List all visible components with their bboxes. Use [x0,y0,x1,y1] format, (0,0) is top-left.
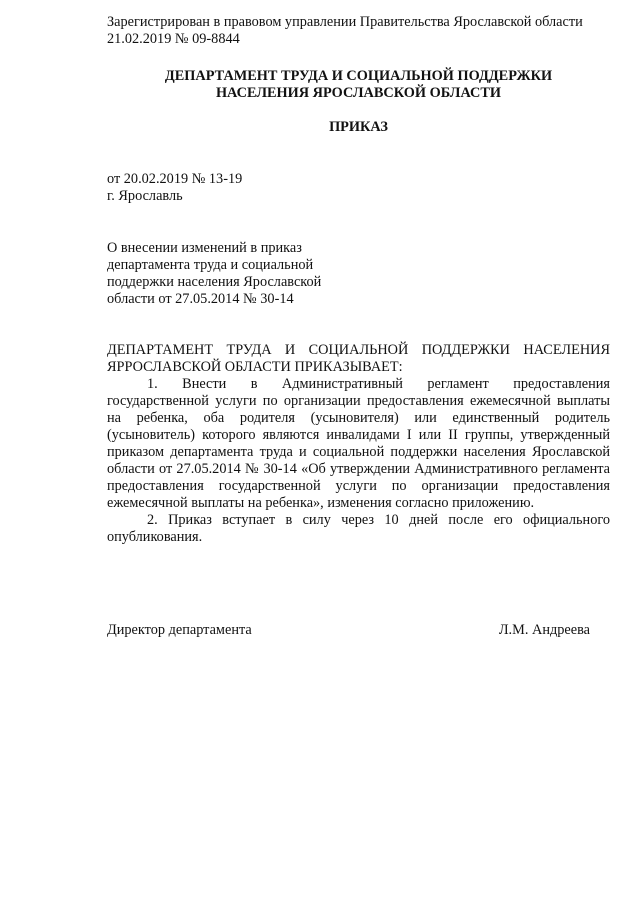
registration-line-2: 21.02.2019 № 09-8844 [107,31,240,47]
subject-line-4: области от 27.05.2014 № 30-14 [107,291,294,307]
order-body [107,342,610,546]
registration-line-1: Зарегистрирован в правовом управлении Правительства Ярославской области [107,14,583,30]
department-title-line-1: ДЕПАРТАМЕНТ ТРУДА И СОЦИАЛЬНОЙ ПОДДЕРЖКИ [164,68,553,84]
order-item-1: 1. Внести в Административный регламент предоставления государственной услуги по организации предоставления ежемесячной выплаты на ребенка, оба родителя (усыновителя) или единственный родитель (усыновитель) которого являются инвалидами I или II группы, утвержденный приказом департамента труда и социальной поддержки населения Ярославской области от 27.05.2014 № 30-14 «Об утверждении Административного регламента предоставления государственной услуги по организации предоставления ежемесячной выплаты на ребенка», изменения согласно приложению. [107,376,610,511]
signatory-position: Директор департамента [107,622,252,638]
order-details [107,171,407,205]
signatory-name: Л.М. Андреева [498,622,590,638]
order-city: г. Ярославль [107,188,183,204]
subject-line-2: департамента труда и социальной [107,257,314,273]
signature-block [107,622,610,639]
department-title-line-2: НАСЕЛЕНИЯ ЯРОСЛАВСКОЙ ОБЛАСТИ [215,85,502,101]
document-type-heading: ПРИКАЗ [329,119,388,135]
order-item-2: 2. Приказ вступает в силу через 10 дней после его официального опубликования. [107,512,610,545]
subject-line-1: О внесении изменений в приказ [107,240,302,256]
order-intro: ДЕПАРТАМЕНТ ТРУДА И СОЦИАЛЬНОЙ ПОДДЕРЖКИ НАСЕЛЕНИЯ ЯРРОСЛАВСКОЙ ОБЛАСТИ ПРИКАЗЫВАЕТ: [107,342,610,375]
order-subject [107,240,347,308]
department-title [107,68,610,102]
subject-line-3: поддержки населения Ярославской [107,274,322,290]
order-date-number: от 20.02.2019 № 13-19 [107,171,243,187]
registration-note [107,14,617,48]
